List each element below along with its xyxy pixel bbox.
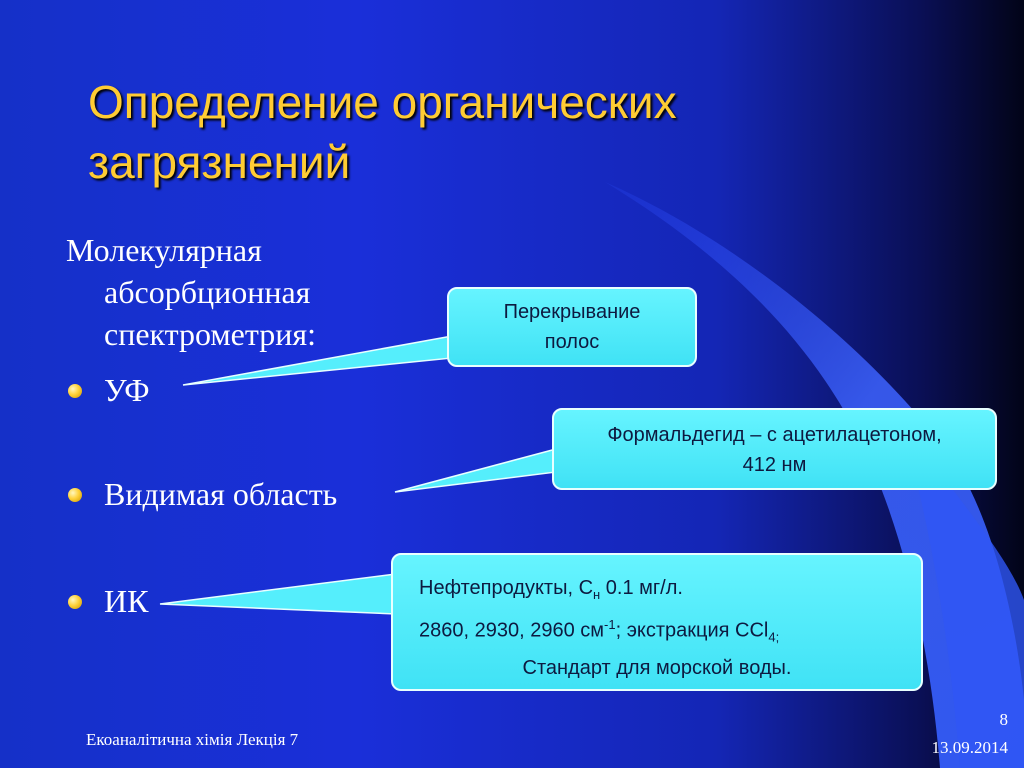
callout-text: ; экстракция CCl bbox=[615, 619, 769, 642]
callout-text: 2860, 2930, 2960 см bbox=[419, 619, 605, 642]
footer-meta bbox=[932, 706, 1009, 762]
intro-line-2: абсорбционная bbox=[104, 274, 311, 310]
page-number: 8 bbox=[999, 710, 1008, 729]
slide-title-line-2: загрязнений bbox=[88, 136, 351, 188]
callout-text: 0.1 мг/л. bbox=[600, 577, 683, 599]
bullet-dot-icon bbox=[68, 384, 82, 398]
callout-pointer-2 bbox=[395, 449, 556, 492]
bullet-dot-icon bbox=[68, 488, 82, 502]
bullet-label: ИК bbox=[104, 583, 149, 619]
bullet-label: УФ bbox=[104, 372, 150, 408]
callout-petroleum bbox=[391, 553, 923, 691]
slide-title bbox=[88, 72, 908, 192]
callout-text: Нефтепродукты, С bbox=[419, 577, 594, 599]
callout-line bbox=[393, 573, 921, 610]
callout-superscript: -1 bbox=[604, 617, 616, 632]
slide-title-line-1: Определение органических bbox=[88, 76, 677, 128]
footer-course-label: Екоаналітична хімія Лекція 7 bbox=[86, 730, 299, 749]
callout-line: Перекрывание bbox=[503, 301, 641, 323]
callout-band-overlap bbox=[447, 287, 697, 367]
callout-line: Формальдегид – с ацетилацетоном, bbox=[607, 424, 942, 446]
callout-subscript: 4; bbox=[768, 629, 780, 645]
callout-line: Стандарт для морской воды. bbox=[522, 656, 792, 679]
callout-subscript: н bbox=[593, 587, 601, 602]
callout-line bbox=[393, 610, 921, 653]
intro-line-3: спектрометрия: bbox=[104, 316, 316, 352]
callout-pointer-3 bbox=[160, 574, 396, 614]
callout-line: 412 нм bbox=[742, 454, 807, 476]
intro-line-1: Молекулярная bbox=[66, 232, 262, 268]
slide-date: 13.09.2014 bbox=[931, 738, 1008, 757]
callout-formaldehyde bbox=[552, 408, 997, 490]
callout-line: полос bbox=[544, 331, 600, 353]
intro-text bbox=[66, 229, 426, 355]
bullet-label: Видимая область bbox=[104, 476, 338, 512]
bullet-dot-icon bbox=[68, 595, 82, 609]
